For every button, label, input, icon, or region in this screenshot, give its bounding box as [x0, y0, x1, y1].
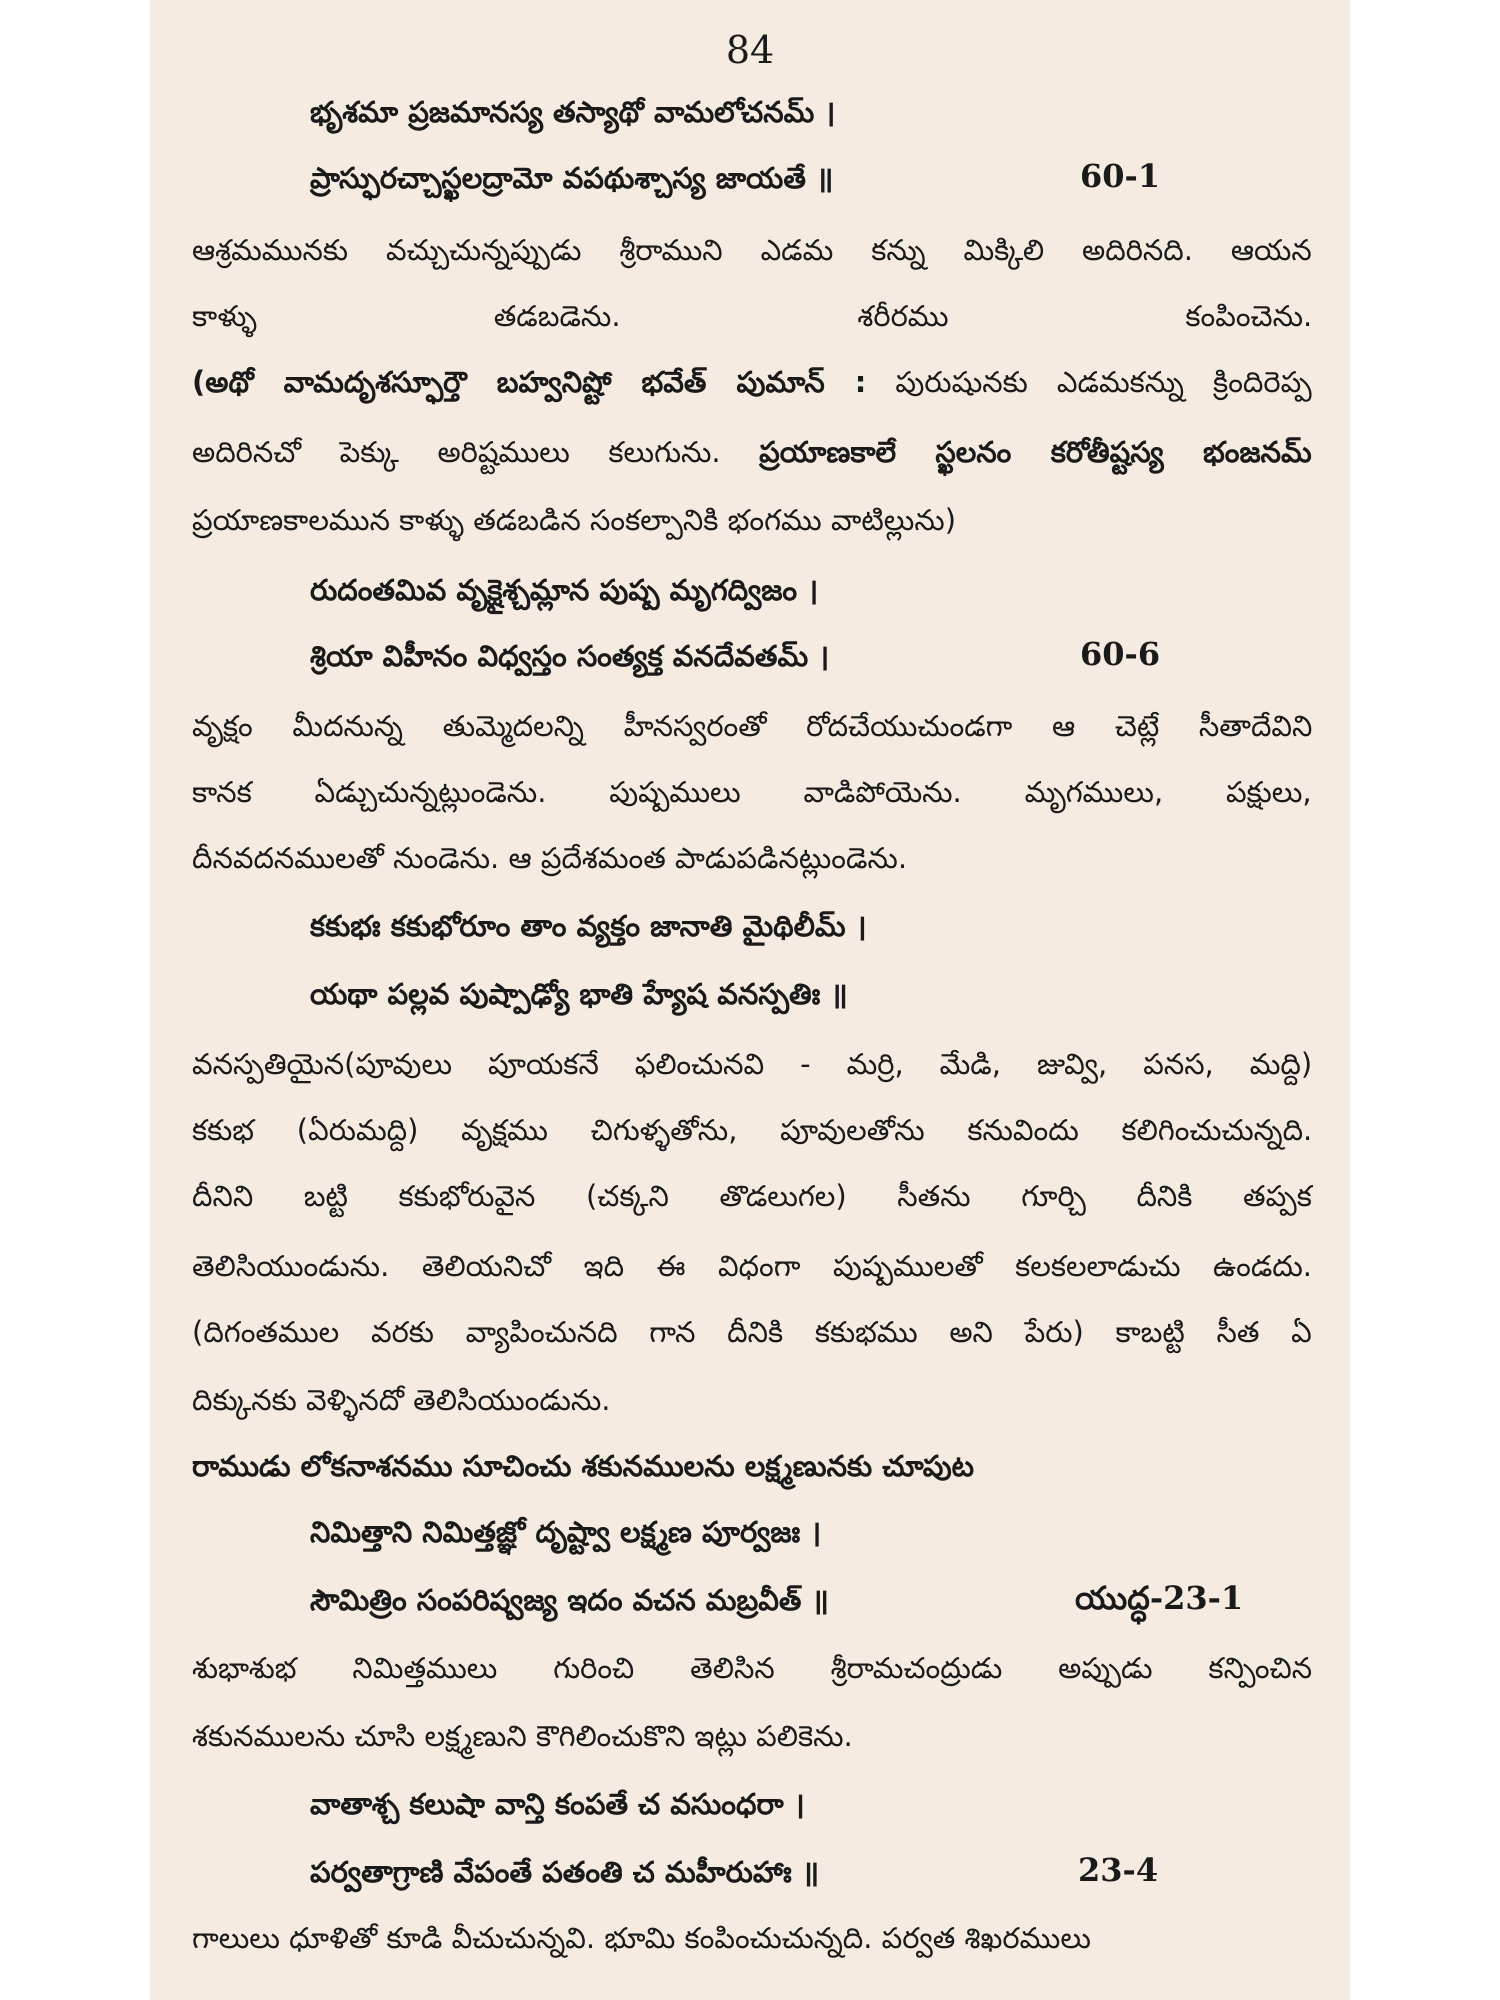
verse-line	[310, 906, 867, 946]
paragraph-line	[192, 1110, 1312, 1150]
paragraph-line	[192, 1312, 1312, 1352]
paragraph-line	[192, 772, 1312, 812]
line-text: కాళ్ళు తడబడెను. శరీరము కంపించెను.	[192, 299, 1313, 333]
verse-line	[310, 158, 833, 198]
page-number: 84	[725, 28, 775, 72]
line-text: పురుషునకు ఎడమకన్ను క్రిందిరెప్ప	[866, 365, 1312, 399]
verse-line	[310, 636, 829, 676]
verse-reference: 23-4	[1078, 1851, 1159, 1889]
line-text: శుభాశుభ నిమిత్తములు గురించి తెలిసిన శ్రీరామచంద్రుడు అప్పుడు కన్పించిన	[192, 1651, 1313, 1685]
paragraph-line	[192, 230, 1312, 270]
verse-line	[310, 1580, 829, 1620]
line-text: తెలిసియుండును. తెలియనిచో ఇది ఈ విధంగా పుష్పములతో కలకలలాడుచు ఉండదు.	[192, 1249, 1313, 1283]
verse-line	[310, 92, 835, 132]
verse-line	[310, 1852, 819, 1892]
paragraph-line	[192, 1044, 1312, 1084]
verse-line	[310, 570, 818, 610]
paragraph-line	[192, 706, 1312, 746]
line-text: గాలులు ధూళితో కూడి వీచుచున్నవి. భూమి కంపించుచున్నది. పర్వత శిఖరములు	[192, 1921, 1091, 1955]
line-text: వనస్పతియైన(పూవులు పూయకనే ఫలించునవి - మర్రి, మేడి, జువ్వి, పనస, మద్ది)	[192, 1047, 1313, 1081]
line-text: అదిరినచో పెక్కు అరిష్టములు కలుగును.	[192, 435, 760, 469]
line-text: దీనిని బట్టి కకుభోరువైన (చక్కని తొడలుగల) సీతను గూర్చి దీనికి తప్పక	[192, 1179, 1312, 1213]
line-text: రాముడు లోకనాశనము సూచించు శకునములను లక్ష్మణునకు చూపుట	[192, 1449, 975, 1483]
page-sheet	[150, 0, 1350, 2000]
verse-reference: 60-6	[1080, 635, 1161, 673]
paragraph-line	[192, 1648, 1312, 1688]
emphasis-text: ప్రయాణకాలే స్ఖలనం కరోతీష్టస్య భంజనమ్	[759, 435, 1312, 469]
line-text: ప్రాస్ఫురచ్చాస్ఖలద్రామో వపథుశ్చాస్య జాయతే ॥	[310, 161, 834, 195]
line-text: దిక్కునకు వెళ్ళినదో తెలిసియుండును.	[192, 1383, 611, 1417]
line-text: కకుభ (ఏరుమద్ది) వృక్షము చిగుళ్ళతోను, పూవులతోను కనువిందు కలిగించుచున్నది.	[192, 1113, 1313, 1147]
line-text: శ్రియా విహీనం విధ్వస్తం సంత్యక్త వనదేవతమ్ ।	[310, 639, 830, 673]
line-text: భృశమా ప్రజమానస్య తస్యాథో వామలోచనమ్ ।	[310, 95, 836, 129]
line-text: ప్రయాణకాలమున కాళ్ళు తడబడిన సంకల్పానికి భంగము వాటిల్లును)	[192, 503, 957, 537]
paragraph-line	[192, 1716, 853, 1756]
paragraph-line	[192, 1918, 1091, 1958]
line-text: కకుభః కకుభోరూం తాం వ్యక్తం జానాతి మైథిలీమ్ ।	[310, 909, 867, 943]
line-text: వాతాశ్చ కలుషా వాన్తి కంపతే చ వసుంధరా ।	[310, 1787, 805, 1821]
line-text: (దిగంతముల వరకు వ్యాపించునది గాన దీనికి కకుభము అని పేరు) కాబట్టి సీత ఏ	[192, 1315, 1312, 1349]
line-text: వృక్షం మీదనున్న తుమ్మెదలన్ని హీనస్వరంతో రోదచేయుచుండగా ఆ చెట్లే సీతాదేవిని	[192, 709, 1313, 743]
line-text: రుదంతమివ వృక్షైశ్చమ్లాన పుష్ప మృగద్విజం ।	[310, 573, 819, 607]
paragraph-line	[192, 1380, 610, 1420]
line-text: దీనవదనములతో నుండెను. ఆ ప్రదేశమంత పాడుపడినట్లుండెను.	[192, 841, 908, 875]
verse-line	[310, 1512, 821, 1552]
verse-line	[310, 1784, 805, 1824]
verse-line	[310, 974, 848, 1014]
line-text: కానక ఏడ్చుచున్నట్లుండెను. పుష్పములు వాడిపోయెను. మృగములు, పక్షులు,	[192, 775, 1312, 809]
paragraph-line	[192, 1246, 1312, 1286]
paragraph-line	[192, 432, 1312, 472]
verse-reference: 60-1	[1080, 157, 1161, 195]
paragraph-line	[192, 296, 1312, 336]
emphasis-text: (అథో వామదృశస్ఫూర్తౌ బహ్వనిష్టో భవేత్ పుమాన్ :	[192, 365, 867, 399]
line-text: పర్వతాగ్రాణి వేపంతే పతంతి చ మహీరుహాః ॥	[310, 1855, 820, 1889]
paragraph-line	[192, 500, 956, 540]
paragraph-line	[192, 362, 1312, 402]
verse-reference: యుద్ధ-23-1	[1075, 1579, 1244, 1617]
line-text: నిమిత్తాని నిమిత్తజ్ఞో దృష్ట్వా లక్ష్మణ పూర్వజః ।	[310, 1515, 822, 1549]
section-heading	[192, 1446, 974, 1486]
line-text: సౌమిత్రిం సంపరిష్వజ్య ఇదం వచన మబ్రవీత్ ॥	[310, 1583, 829, 1617]
line-text: యథా పల్లవ పుష్పాఢ్యో భాతి హ్యేష వనస్పతిః ॥	[310, 977, 848, 1011]
paragraph-line	[192, 1176, 1312, 1216]
paragraph-line	[192, 838, 907, 878]
line-text: ఆశ్రమమునకు వచ్చుచున్నప్పుడు శ్రీరాముని ఎడమ కన్ను మిక్కిలి అదిరినది. ఆయన	[192, 233, 1312, 267]
line-text: శకునములను చూసి లక్ష్మణుని కౌగిలించుకొని ఇట్లు పలికెను.	[192, 1719, 853, 1753]
